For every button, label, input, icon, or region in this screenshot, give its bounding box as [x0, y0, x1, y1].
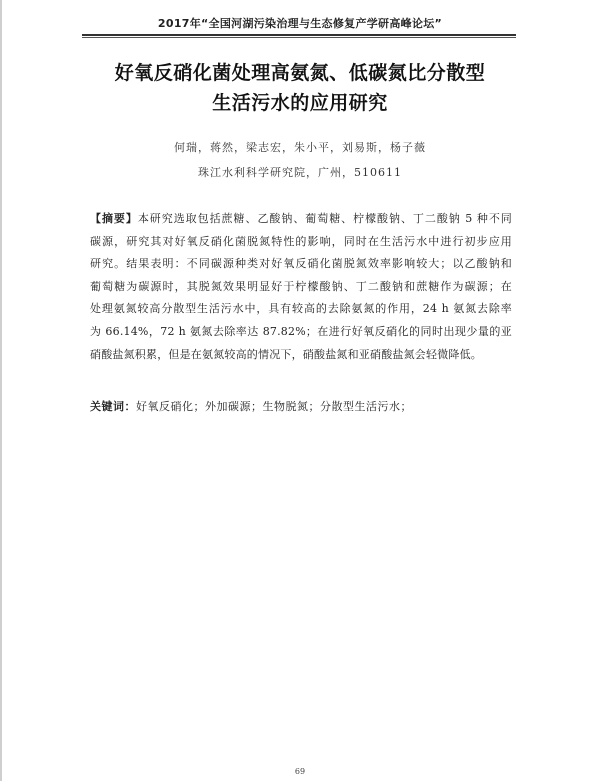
abstract-label: 【摘要】: [90, 212, 138, 225]
header-rule-thin: [82, 37, 516, 38]
abstract-line: 葡萄糖为碳源时，其脱氮效果明显好于柠檬酸钠、丁二酸钠和蔗糖作为碳源；在: [90, 279, 512, 293]
scan-edge: [0, 0, 2, 781]
abstract-text: 本研究选取包括蔗糖、乙酸钠、葡萄糖、柠檬酸钠、丁二酸钠 5 种不同: [137, 212, 512, 225]
running-header: 2017年“全国河湖污染治理与生态修复产学研高峰论坛”: [157, 17, 443, 30]
abstract: [90, 208, 512, 366]
abstract-line: 碳源，研究其对好氧反硝化菌脱氮特性的影响，同时在生活污水中进行初步应用: [90, 234, 512, 248]
abstract-line: [90, 208, 512, 231]
abstract-line: 处理氨氮较高分散型生活污水中，具有较高的去除氨氮的作用，24 h 氨氮去除率: [90, 302, 512, 316]
keywords-text: 好氧反硝化；外加碳源；生物脱氮；分散型生活污水；: [136, 400, 412, 413]
paper-title-line-2: 生活污水的应用研究: [212, 92, 388, 114]
abstract-line: 研究。结果表明：不同碳源种类对好氧反硝化菌脱氮效率影响较大；以乙酸钠和: [90, 257, 512, 271]
author-list: 何瑞，蒋然，梁志宏，朱小平，刘易斯，杨子薇: [174, 141, 426, 154]
paper-title-line-1: 好氧反硝化菌处理高氨氮、低碳氮比分散型: [114, 62, 486, 84]
abstract-line: 硝酸盐氮积累，但是在氨氮较高的情况下，硝酸盐氮和亚硝酸盐氮会轻微降低。: [90, 347, 482, 361]
keywords: [90, 398, 512, 414]
abstract-line: 为 66.14%，72 h 氨氮去除率达 87.82%；在进行好氧反硝化的同时出现少量的亚: [90, 324, 512, 338]
page-number: 69: [294, 767, 306, 776]
keywords-label: 关键词：: [90, 400, 136, 413]
affiliation: 珠江水利科学研究院，广州，510611: [198, 166, 402, 179]
header-rule: [82, 34, 516, 36]
